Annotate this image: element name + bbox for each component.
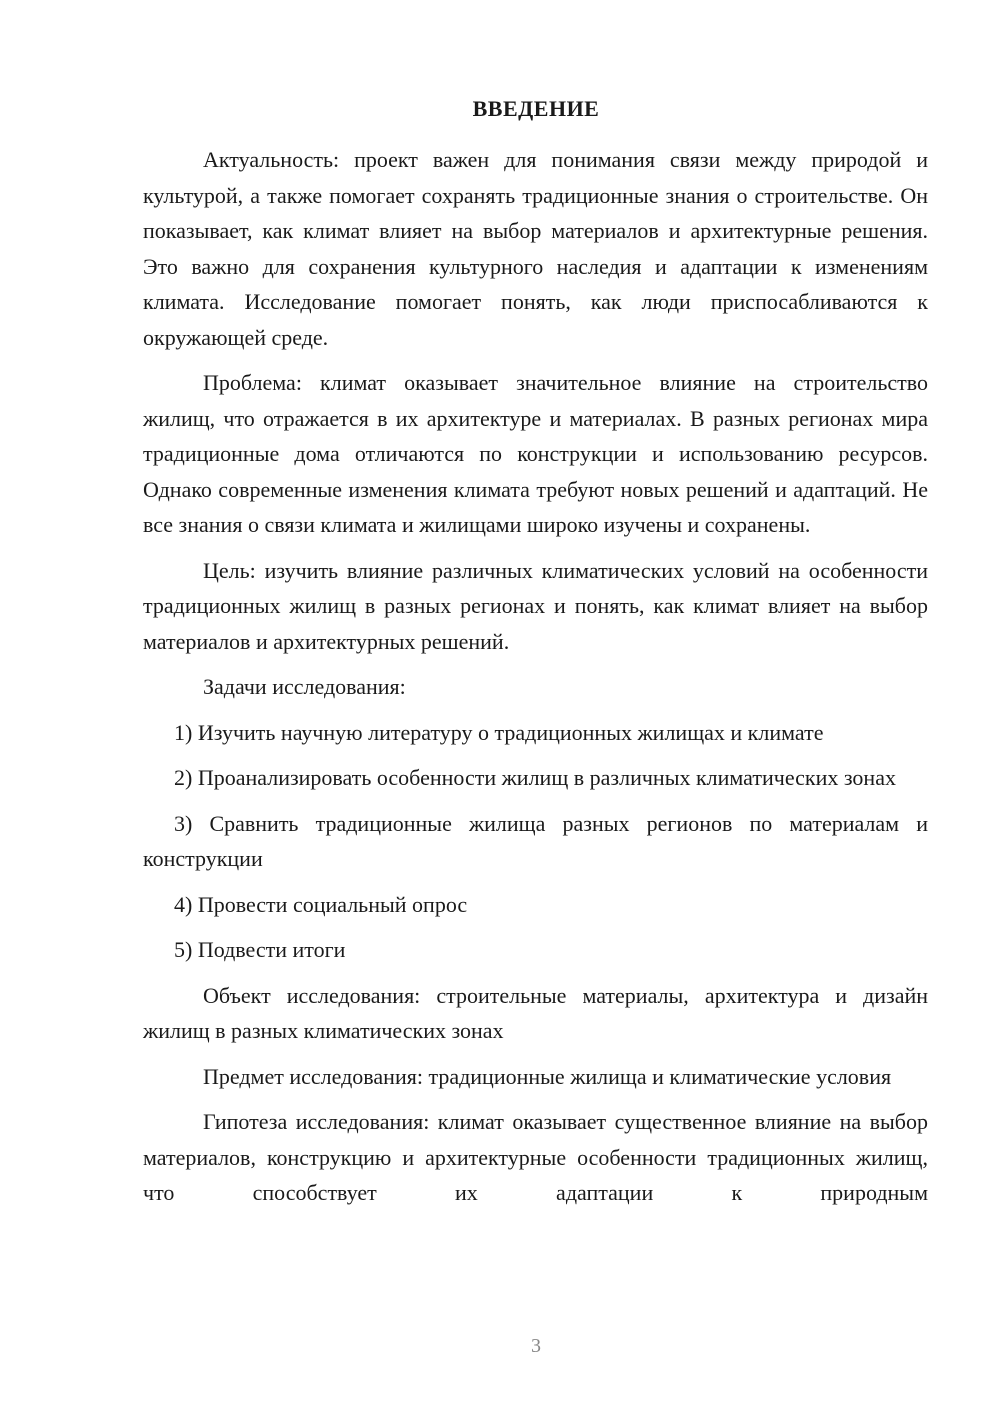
section-title: ВВЕДЕНИЕ [472, 96, 600, 121]
task-item-4: 4) Провести социальный опрос [174, 891, 468, 917]
task-item-1: 1) Изучить научную литературу о традиционных жилищах и климате [174, 719, 824, 745]
task-item-3: 3) Сравнить традиционные жилища разных регионов по материалам и конструкции [143, 810, 928, 871]
paragraph-problem: Проблема: климат оказывает значительное влияние на строительство жилищ, что отражается в их архитектуре и материалах. В разных регионах мира традиционные дома отличаются по конструкции и использованию ресурсов. Однако современные изменения климата требуют новых решений и адаптаций. Не все знания о связи климата и жилищами широко изучены и сохранены. [143, 370, 928, 537]
task-item-2: 2) Проанализировать особенности жилищ в различных климатических зонах [174, 765, 896, 790]
paragraph-goal: Цель: изучить влияние различных климатических условий на особенности традиционных жилищ в разных регионах и понять, как климат влияет на выбор материалов и архитектурных решений. [143, 557, 928, 654]
paragraph-object: Объект исследования: строительные материалы, архитектура и дизайн жилищ в разных климатических зонах [143, 982, 928, 1043]
tasks-heading: Задачи исследования: [203, 674, 406, 699]
paragraph-hypothesis: Гипотеза исследования: климат оказывает существенное влияние на выбор материалов, конструкцию и архитектурные особенности традиционных жилищ, что способствует их адаптации к природным [143, 1109, 928, 1205]
document-body [143, 142, 928, 1211]
page-number: 3 [531, 1335, 541, 1357]
paragraph-relevance: Актуальность: проект важен для понимания связи между природой и культурой, а также помогает сохранять традиционные знания о строительстве. Он показывает, как климат влияет на выбор материалов и архитектурные решения. Это важно для сохранения культурного наследия и адаптации к изменениям климата. Исследование помогает понять, как люди приспосабливаются к окружающей среде. [143, 147, 928, 350]
paragraph-subject: Предмет исследования: традиционные жилища и климатические условия [203, 1063, 892, 1089]
task-item-5: 5) Подвести итоги [174, 937, 346, 962]
